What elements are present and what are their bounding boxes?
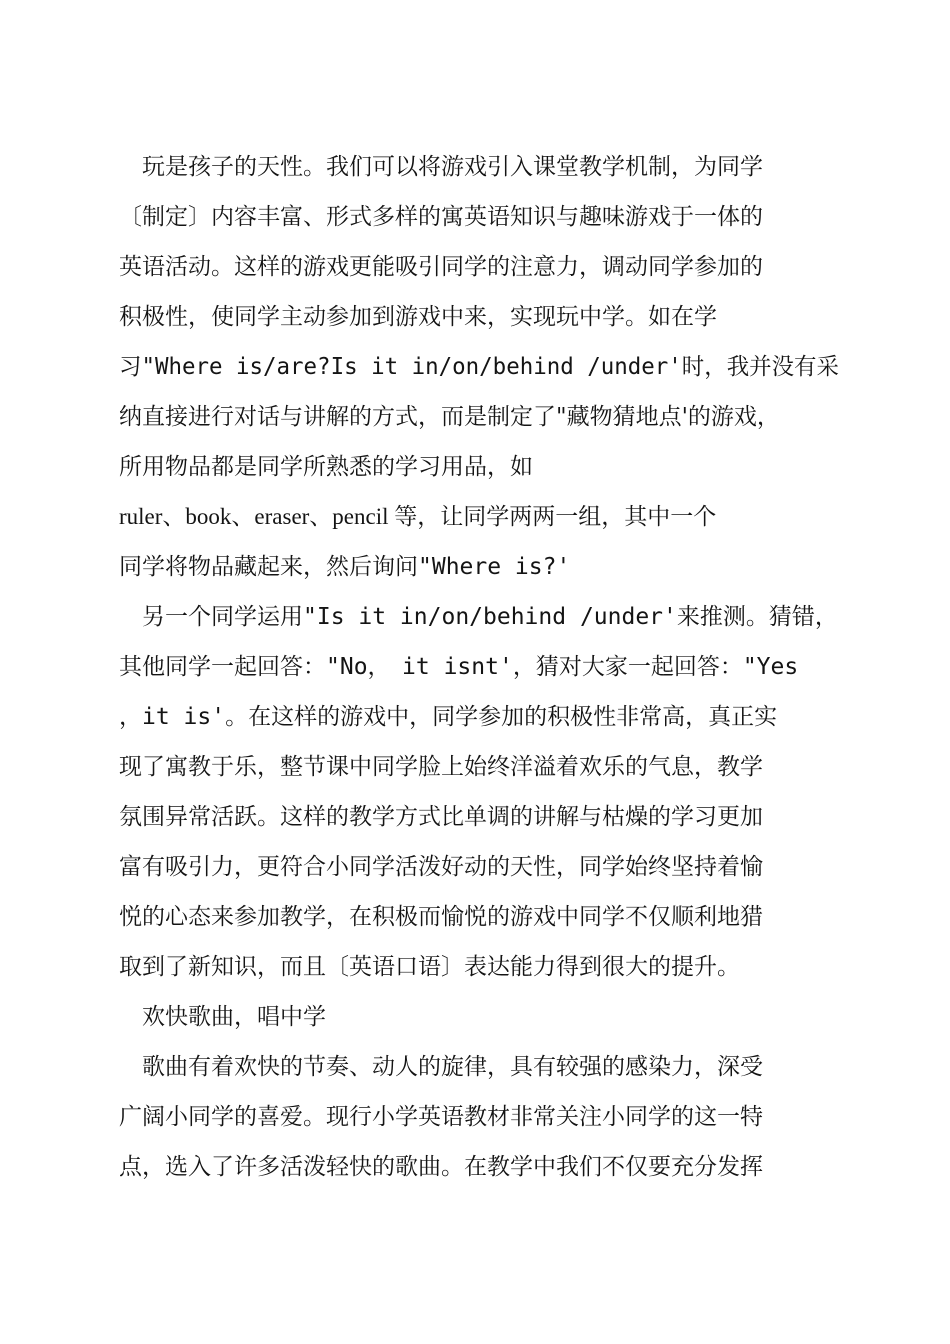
text-line-8: ruler、book、eraser、pencil 等，让同学两两一组，其中一个 [119, 504, 717, 529]
text-line-19: 歌曲有着欢快的节奏、动人的旋律，具有较强的感染力，深受 [119, 1054, 763, 1080]
text-line-10: 另一个同学运用"Is it in/on/behind /under'来推测。猜错， [119, 604, 838, 630]
text-line-20: 广阔小同学的喜爱。现行小学英语教材非常关注小同学的这一特 [119, 1104, 763, 1130]
text-line-13: 现了寓教于乐，整节课中同学脸上始终洋溢着欢乐的气息，教学 [119, 754, 763, 780]
text-line-7: 所用物品都是同学所熟悉的学习用品，如 [119, 454, 533, 480]
text-line-11: 其他同学一起回答："No， it isnt'，猜对大家一起回答："Yes [119, 654, 799, 680]
text-line-14: 氛围异常活跃。这样的教学方式比单调的讲解与枯燥的学习更加 [119, 804, 763, 830]
section-heading: 欢快歌曲，唱中学 [119, 1004, 326, 1030]
text-line-16: 悦的心态来参加教学，在积极而愉悦的游戏中同学不仅顺利地猎 [119, 904, 763, 930]
text-line-1: 玩是孩子的天性。我们可以将游戏引入课堂教学机制，为同学 [119, 154, 763, 180]
text-line-4: 积极性，使同学主动参加到游戏中来，实现玩中学。如在学 [119, 304, 717, 330]
text-line-6: 纳直接进行对话与讲解的方式，而是制定了"藏物猜地点'的游戏， [119, 404, 780, 430]
text-line-21: 点，选入了许多活泼轻快的歌曲。在教学中我们不仅要充分发挥 [119, 1154, 763, 1180]
text-line-5: 习"Where is/are?Is it in/on/behind /under'时，我并没有采 [119, 354, 839, 380]
text-line-2: 〔制定〕内容丰富、形式多样的寓英语知识与趣味游戏于一体的 [119, 204, 763, 230]
text-line-17: 取到了新知识，而且〔英语口语〕表达能力得到很大的提升。 [119, 954, 740, 980]
text-line-9: 同学将物品藏起来，然后询问"Where is?' [119, 554, 571, 580]
text-line-12: ，it is'。在这样的游戏中，同学参加的积极性非常高，真正实 [119, 704, 778, 730]
text-line-15: 富有吸引力，更符合小同学活泼好动的天性，同学始终坚持着愉 [119, 854, 763, 880]
text-line-3: 英语活动。这样的游戏更能吸引同学的注意力，调动同学参加的 [119, 254, 763, 280]
